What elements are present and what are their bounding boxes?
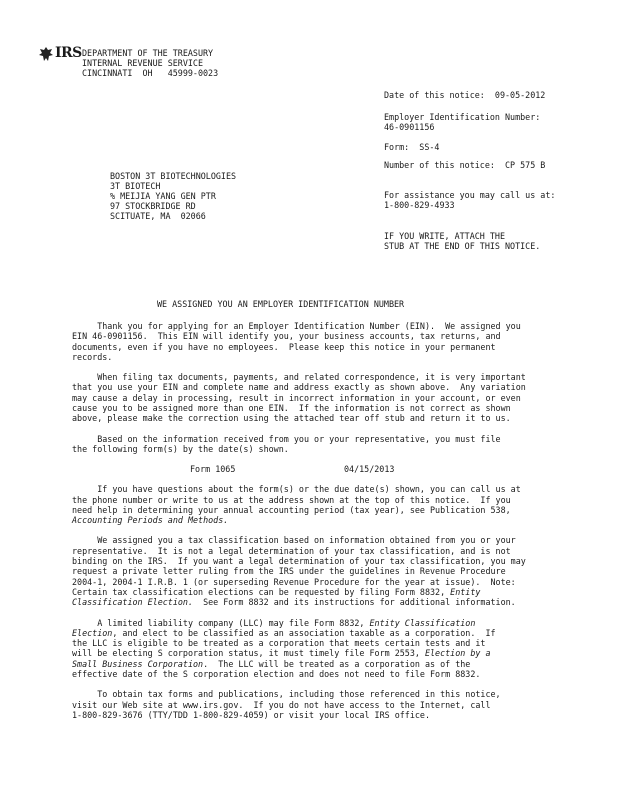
agency-address: DEPARTMENT OF THE TREASURY INTERNAL REVENUE SERVICE CINCINNATI OH 45999-0023 bbox=[82, 48, 219, 78]
paragraph-forms-due: Based on the information received from you or your representative, you must file the following form(s) by the date(s) shown. bbox=[72, 433, 501, 454]
ein-label: Employer Identification Number: bbox=[384, 112, 541, 122]
body-text bbox=[72, 321, 582, 720]
form-due-date: 04/15/2013 bbox=[344, 464, 395, 475]
paragraph-llc: A limited liability company (LLC) may file Form 8832, Entity Classification Election, and elect to be classified as an association taxable as a corporation. If the LLC is eligible to be treated as a corporation that meets certain tests and it will be electing S corporation status, it must timely file Form 2553, Election by a Small Business Corporation. The LLC will be treated as a corporation as of the effective date of the S corporation election and does not need to file Form 8832. bbox=[72, 617, 496, 680]
recipient-address: BOSTON 3T BIOTECHNOLOGIES 3T BIOTECH % MEIJIA YANG GEN PTR 97 STOCKBRIDGE RD SCITUATE, MA 02066 bbox=[110, 171, 237, 221]
stub-instruction-1: IF YOU WRITE, ATTACH THE bbox=[384, 231, 506, 241]
assistance-label: For assistance you may call us at: bbox=[384, 190, 556, 200]
paragraph-forms-publications: To obtain tax forms and publications, including those referenced in this notice, visit our Web site at www.irs.gov. If you do not have access to the Internet, call 1-800-829-3676 (TTY/TDD 1-800-829-4059) or visit your local IRS office. bbox=[72, 689, 501, 720]
stub-instruction-2: STUB AT THE END OF THIS NOTICE. bbox=[384, 241, 541, 251]
paragraph-thank-you: Thank you for applying for an Employer Identification Number (EIN). We assigned you EIN 46-0901156. This EIN will identify you, your business accounts, tax returns, and documents, even if you have no employees. Please keep this notice in your permanent records. bbox=[72, 321, 521, 362]
notice-heading: WE ASSIGNED YOU AN EMPLOYER IDENTIFICATION NUMBER bbox=[157, 299, 405, 309]
irs-logo-text: IRS bbox=[55, 45, 82, 61]
paragraph-classification: We assigned you a tax classification based on information obtained from you or your representative. It is not a legal determination of your tax classification, and is not binding on the IRS. If you want a legal determination of your tax classification, you may request a private letter ruling from the IRS under the guidelines in Revenue Procedure 2004-1, 2004-1 I.R.B. 1 (or superseding Revenue Procedure for the year at issue). Note: Certain tax classification elections can be requested by filing Form 8832, Entity Classification Election. See Form 8832 and its instructions for additional information. bbox=[72, 535, 526, 608]
paragraph-filing: When filing tax documents, payments, and related correspondence, it is very important that you use your EIN and complete name and address exactly as shown above. Any variation may cause a delay in processing, result in incorrect information in your account, or even cause you to be assigned more than one EIN. If the information is not correct as shown above, please make the correction using the attached tear off stub and return it to us. bbox=[72, 372, 526, 424]
form-name: Form 1065 bbox=[190, 464, 236, 475]
form-due-row bbox=[72, 464, 582, 475]
paragraph-questions: If you have questions about the form(s) or the due date(s) shown, you can call us at the phone number or write to us at the address shown at the top of this notice. If you need help in determining your annual accounting period (tax year), see Publication 538, Accounting Periods and Methods. bbox=[72, 484, 521, 526]
ein-value: 46-0901156 bbox=[384, 122, 435, 132]
notice-number: Number of this notice: CP 575 B bbox=[384, 160, 546, 170]
notice-date: Date of this notice: 09-05-2012 bbox=[384, 90, 546, 100]
form-type: Form: SS-4 bbox=[384, 142, 440, 152]
assistance-phone: 1-800-829-4933 bbox=[384, 200, 455, 210]
irs-eagle-icon bbox=[38, 46, 54, 62]
